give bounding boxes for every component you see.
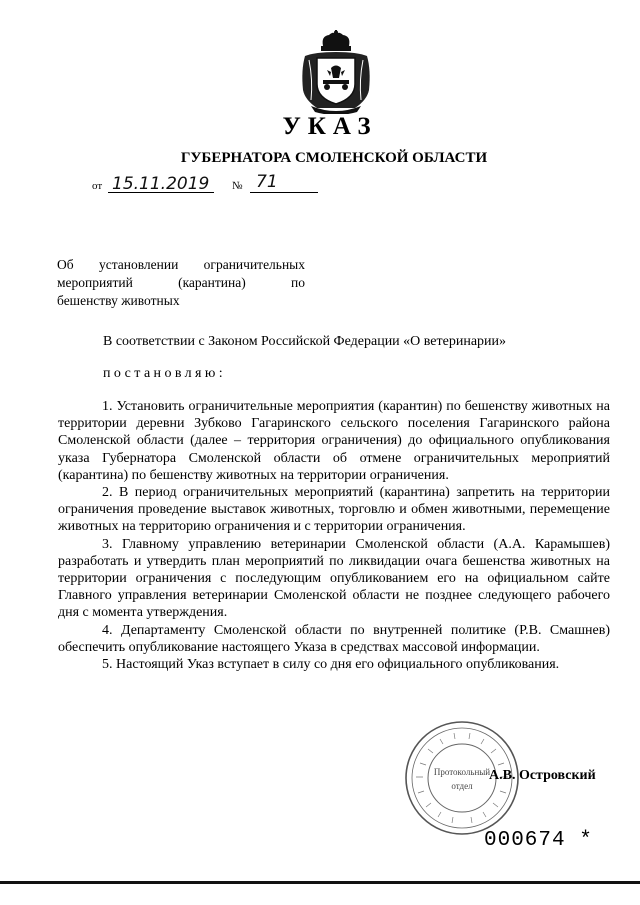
decree-paragraph: 4. Департаменту Смоленской области по внутренней политике (Р.В. Смашнев) обеспечить опубликование настоящего Указа в средствах массовой информации. [58, 622, 610, 655]
subject-line: мероприятий (карантина) по [57, 275, 305, 290]
document-subtitle: ГУБЕРНАТОРА СМОЛЕНСКОЙ ОБЛАСТИ [180, 150, 488, 166]
decree-word: постановляю: [103, 366, 227, 381]
number-underline [250, 192, 318, 193]
signature-name: А.В. Островский [489, 768, 596, 783]
bottom-border [0, 881, 640, 884]
number-label: № [232, 180, 243, 192]
decree-paragraph: 3. Главному управлению ветеринарии Смоленской области (А.А. Карамышев) разработать и утвердить план мероприятий по ликвидации очага бешенства животных на территории ограничения с последующим опубликованием его на официальном сайте Главного управления ветеринарии Смоленской области не позднее следующего рабочего дня с момента утверждения. [58, 536, 610, 621]
decree-body [58, 398, 610, 673]
decree-subject [57, 256, 305, 310]
date-number-row [92, 172, 352, 196]
document-title: УКАЗ [282, 113, 378, 140]
coat-of-arms-icon [297, 30, 375, 114]
decree-paragraph: 5. Настоящий Указ вступает в силу со дня его официального опубликования. [102, 657, 560, 673]
preamble: В соответствии с Законом Российской Федерации «О ветеринарии» [103, 334, 507, 349]
decree-paragraph: 1. Установить ограничительные мероприятия (карантин) по бешенству животных на территории деревни Зубково Гагаринского сельского поселения Гагаринского района Смоленской области (далее – территория ограничения) до официального опубликования указа Губернатора Смоленской области об отмене ограничительных мероприятий (карантина) по бешенству животных на территории ограничения. [58, 399, 610, 483]
decree-paragraph: 2. В период ограничительных мероприятий (карантина) запретить на территории ограничения проведение выставок животных, торговлю и обмен животными, перемещение животных на территорию ограничения и с территории ограничения. [58, 485, 610, 535]
stamp-center-line: отдел [451, 781, 473, 791]
number-value: 71 [256, 172, 278, 192]
subject-line: бешенству животных [57, 293, 180, 308]
subject-line: Об установлении ограничительных [57, 257, 305, 272]
date-value: 15.11.2019 [112, 174, 210, 194]
registration-number: 000674 * [484, 829, 593, 852]
stamp-center-line: Протокольный [433, 767, 491, 777]
date-label: от [92, 180, 103, 192]
